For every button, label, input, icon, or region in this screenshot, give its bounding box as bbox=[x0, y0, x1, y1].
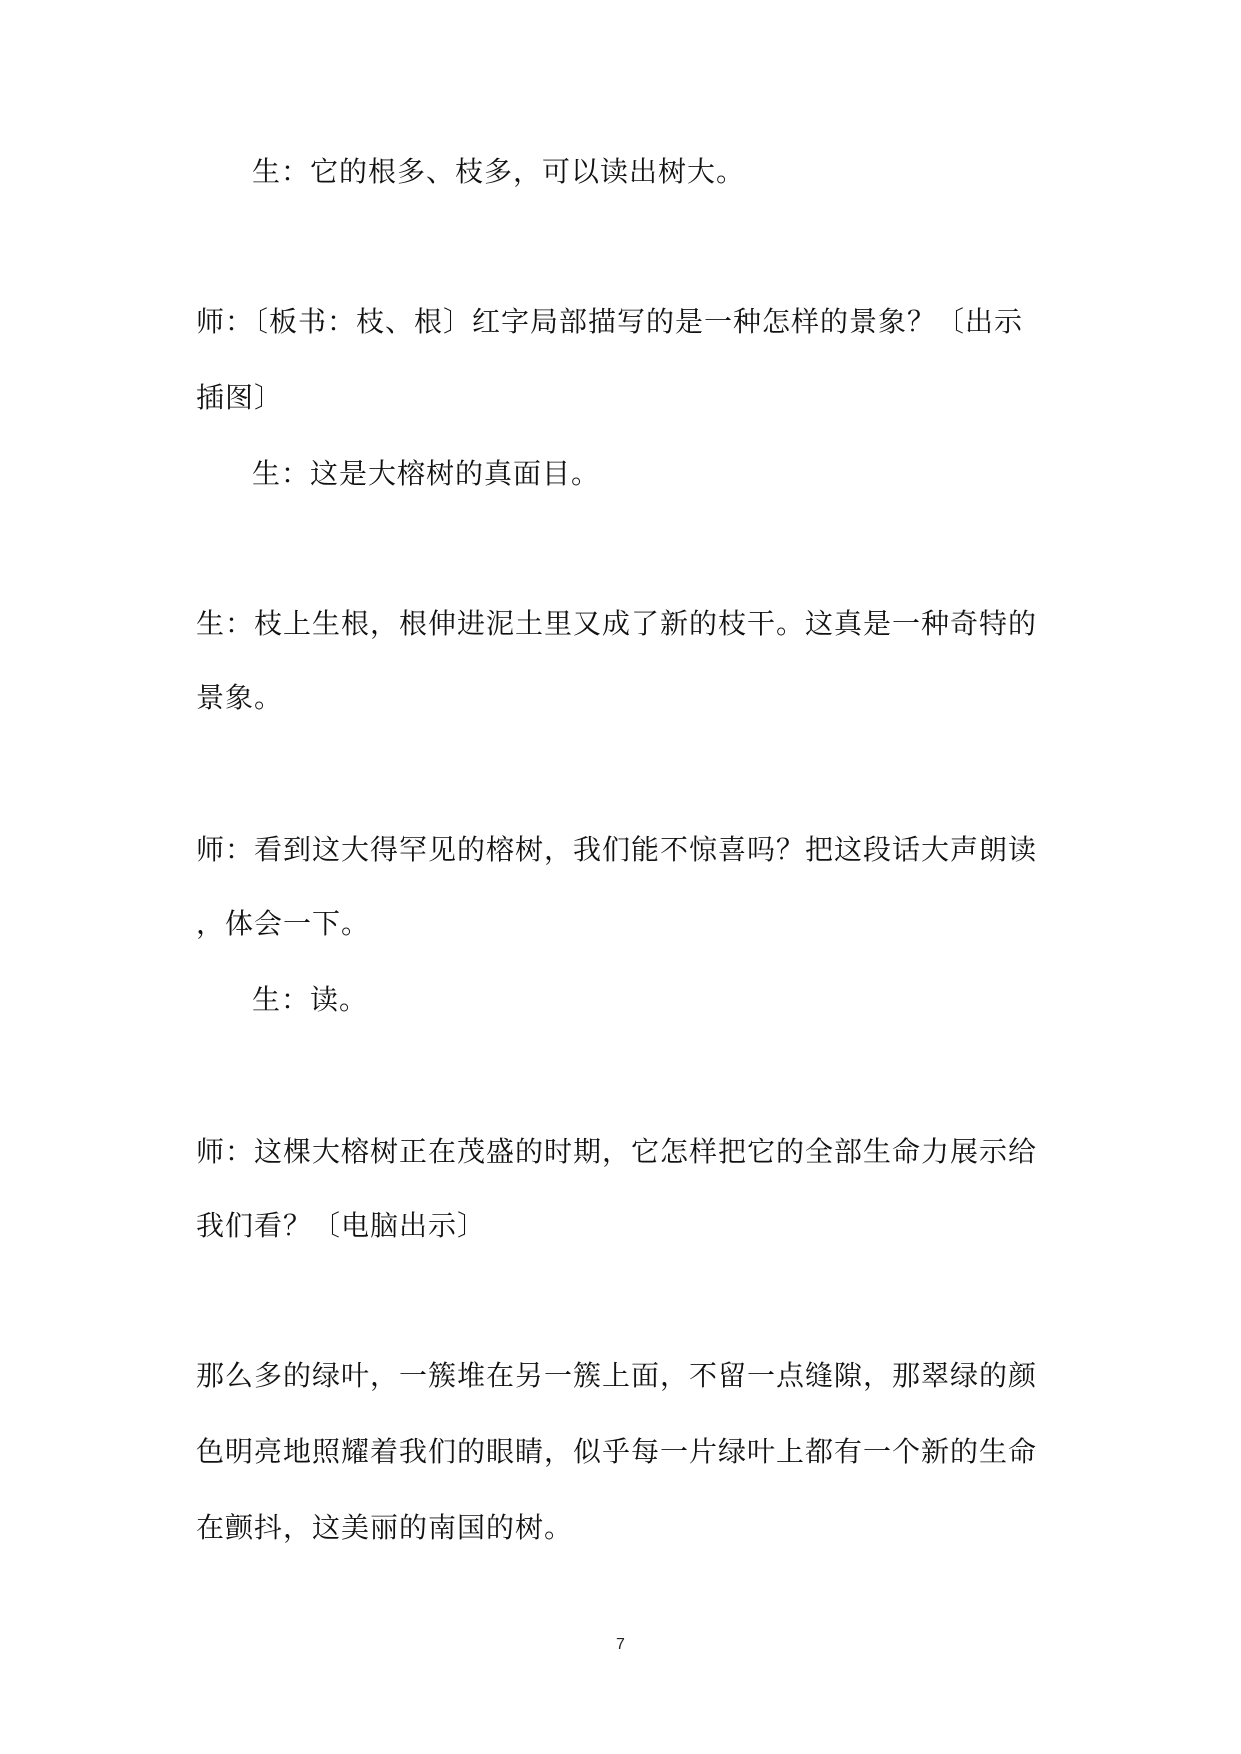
quote-line-1: 那么多的绿叶，一簇堆在另一簇上面，不留一点缝隙，那翠绿的颜 bbox=[196, 1359, 1038, 1392]
student-line-roots-on-branches-cont: 景象。 bbox=[196, 681, 284, 714]
quote-line-3: 在颤抖，这美丽的南国的树。 bbox=[196, 1511, 574, 1544]
teacher-line-vitality: 师：这棵大榕树正在茂盛的时期，它怎样把它的全部生命力展示给 bbox=[196, 1135, 1038, 1168]
teacher-line-read-aloud-cont: ，体会一下。 bbox=[196, 907, 371, 940]
teacher-line-vitality-cont: 我们看？〔电脑出示〕 bbox=[196, 1209, 487, 1242]
student-line-roots-branches: 生：它的根多、枝多，可以读出树大。 bbox=[252, 155, 746, 188]
student-line-read: 生：读。 bbox=[252, 983, 369, 1016]
teacher-line-board-question: 师：〔板书：枝、根〕红字局部描写的是一种怎样的景象？〔出示 bbox=[196, 305, 1024, 338]
student-line-true-face: 生：这是大榕树的真面目。 bbox=[252, 457, 601, 490]
teacher-line-board-question-cont: 插图〕 bbox=[196, 381, 284, 414]
student-line-roots-on-branches: 生：枝上生根，根伸进泥土里又成了新的枝干。这真是一种奇特的 bbox=[196, 607, 1038, 640]
teacher-line-read-aloud: 师：看到这大得罕见的榕树，我们能不惊喜吗？把这段话大声朗读 bbox=[196, 833, 1038, 866]
page-number: 7 bbox=[616, 1636, 625, 1653]
quote-line-2: 色明亮地照耀着我们的眼睛，似乎每一片绿叶上都有一个新的生命 bbox=[196, 1435, 1038, 1468]
